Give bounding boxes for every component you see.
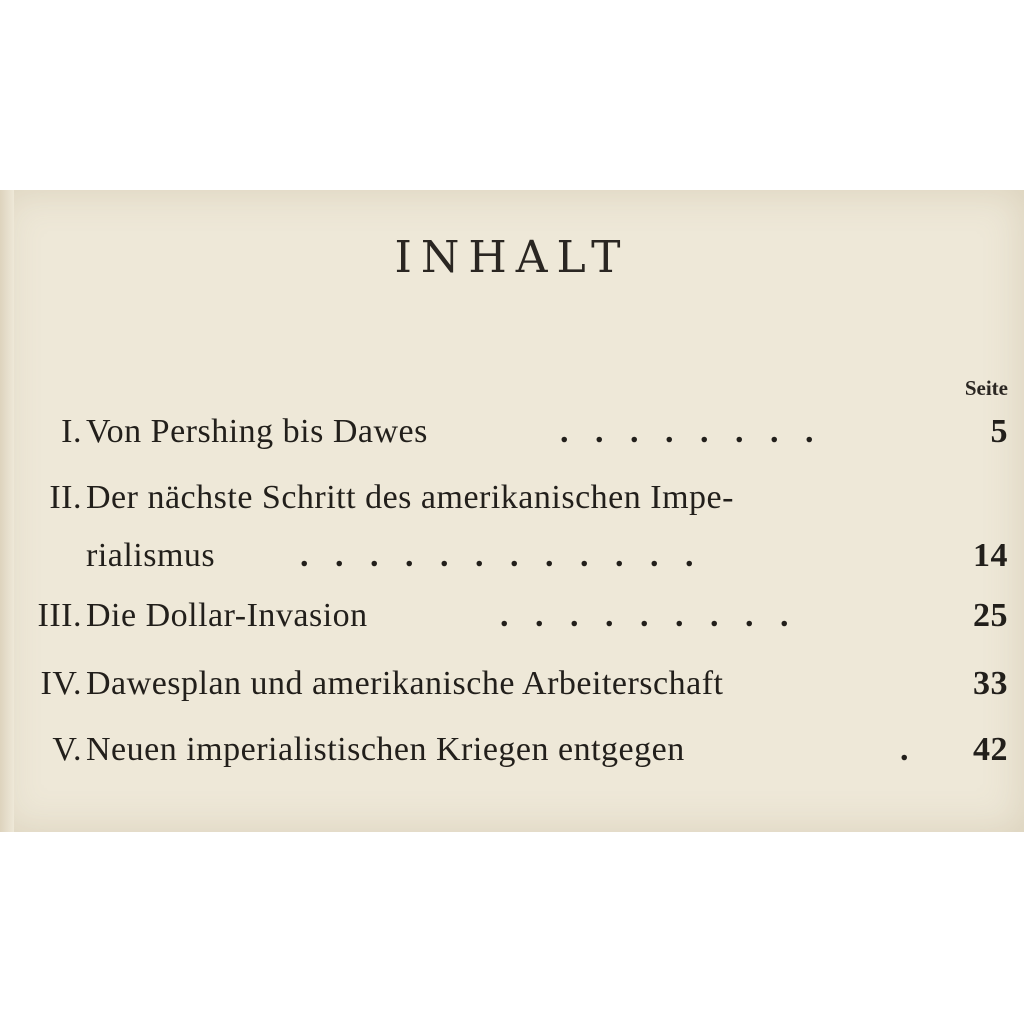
- leader-dots: .: [900, 731, 909, 768]
- entry-title: Dawesplan und amerikanische Arbeiterschaft: [86, 665, 724, 702]
- entry-page: 25: [973, 597, 1008, 634]
- entry-numeral: II.: [49, 479, 82, 516]
- entry-title: Der nächste Schritt des amerikanischen Impe-: [86, 479, 734, 516]
- entry-page: 33: [973, 665, 1008, 702]
- entry-numeral: V.: [52, 731, 82, 768]
- entry-numeral: IV.: [40, 665, 82, 702]
- entry-numeral: I.: [61, 413, 82, 450]
- entry-title: Neuen imperialistischen Kriegen entgegen: [86, 731, 685, 768]
- page-column-header: Seite: [964, 376, 1008, 400]
- entry-title: Von Pershing bis Dawes: [86, 413, 428, 450]
- page-edge: [0, 190, 14, 832]
- entry-numeral: III.: [37, 597, 82, 634]
- leader-dots: . . . . . . . .: [560, 413, 814, 450]
- leader-dots: . . . . . . . . .: [500, 597, 789, 634]
- entry-page: 14: [973, 537, 1008, 574]
- scanned-page: [0, 190, 1024, 832]
- leader-dots: . . . . . . . . . . . .: [300, 537, 694, 574]
- toc-title: INHALT: [394, 232, 630, 283]
- entry-title: Die Dollar-Invasion: [86, 597, 368, 634]
- entry-page: 5: [990, 413, 1008, 450]
- entry-page: 42: [973, 731, 1008, 768]
- entry-title-continued: rialismus: [86, 537, 216, 574]
